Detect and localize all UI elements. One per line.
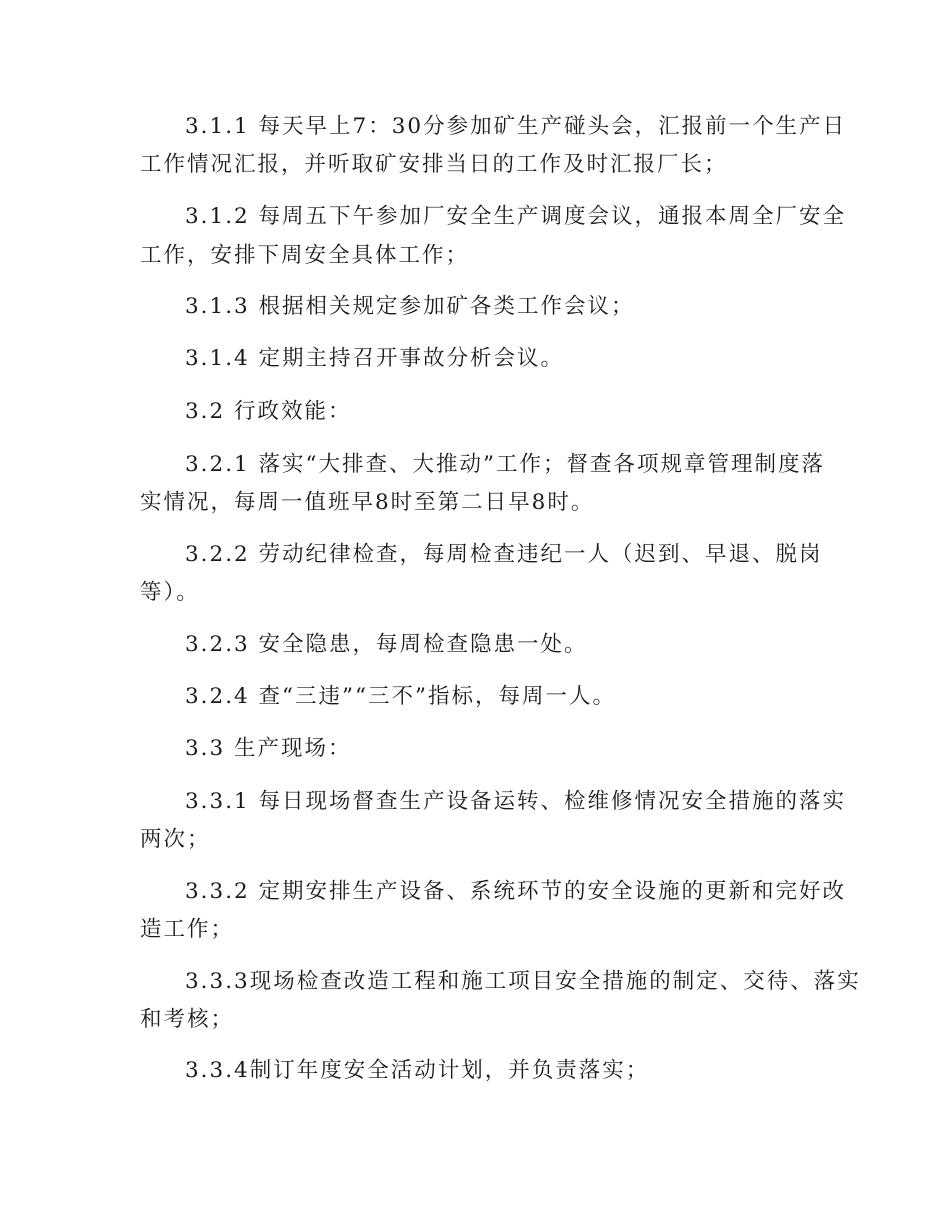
paragraph-3-3-2-line-2: 造工作； bbox=[140, 917, 235, 942]
paragraph-3-2-1-line-2: 实情况，每周一值班早8时至第二日早8时。 bbox=[140, 490, 595, 515]
paragraph-3-2-3: 3.2.3 安全隐患，每周检查隐患一处。 bbox=[185, 632, 588, 657]
paragraph-3-1-1-line-2: 工作情况汇报，并听取矿安排当日的工作及时汇报厂长； bbox=[140, 152, 728, 177]
paragraph-3-3-2-line-1: 3.3.2 定期安排生产设备、系统环节的安全设施的更新和完好改 bbox=[185, 879, 847, 904]
paragraph-3-1-2-line-2: 工作，安排下周安全具体工作； bbox=[140, 243, 470, 268]
paragraph-3-3-4: 3.3.4制订年度安全活动计划，并负责落实； bbox=[185, 1058, 650, 1083]
paragraph-3-3-1-line-1: 3.3.1 每日现场督查生产设备运转、检维修情况安全措施的落实 bbox=[185, 789, 847, 814]
section-3-2-heading: 3.2 行政效能： bbox=[185, 399, 352, 424]
paragraph-3-3-3-line-2: 和考核； bbox=[140, 1007, 235, 1032]
paragraph-3-1-4: 3.1.4 定期主持召开事故分析会议。 bbox=[185, 346, 565, 371]
section-3-3-heading: 3.3 生产现场： bbox=[185, 736, 352, 761]
paragraph-3-2-2-line-1: 3.2.2 劳动纪律检查，每周检查违纪一人（迟到、早退、脱岗 bbox=[185, 542, 823, 567]
paragraph-3-2-2-line-2: 等）。 bbox=[140, 580, 200, 605]
paragraph-3-1-1-line-1: 3.1.1 每天早上7：30分参加矿生产碰头会，汇报前一个生产日 bbox=[185, 114, 847, 139]
paragraph-3-1-2-line-1: 3.1.2 每周五下午参加厂安全生产调度会议，通报本周全厂安全 bbox=[185, 204, 847, 229]
paragraph-3-3-1-line-2: 两次； bbox=[140, 827, 211, 852]
paragraph-3-2-4: 3.2.4 查“三违”“三不”指标，每周一人。 bbox=[185, 684, 617, 709]
paragraph-3-1-3: 3.1.3 根据相关规定参加矿各类工作会议； bbox=[185, 294, 635, 319]
paragraph-3-2-1-line-1: 3.2.1 落实“大排查、大推动”工作；督查各项规章管理制度落 bbox=[185, 452, 826, 477]
paragraph-3-3-3-line-1: 3.3.3现场检查改造工程和施工项目安全措施的制定、交待、落实 bbox=[185, 969, 861, 994]
